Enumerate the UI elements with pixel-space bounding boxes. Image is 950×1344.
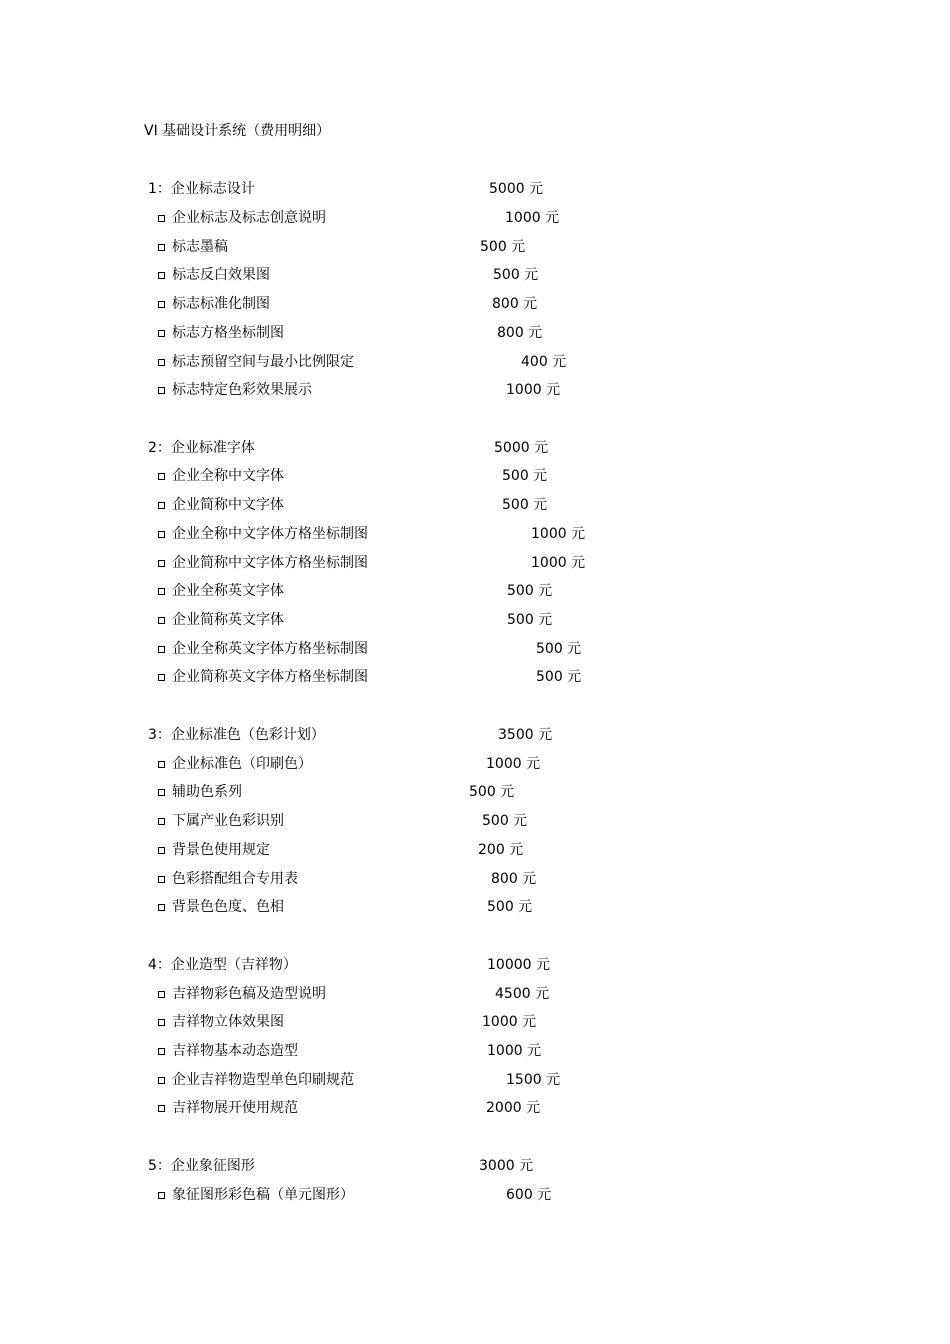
checkbox-square-icon [158, 272, 165, 279]
item-label: 吉祥物彩色稿及造型说明 [172, 986, 326, 1002]
item-label: 标志标准化制图 [172, 296, 270, 312]
section-heading-label: 5：企业象征图形 [148, 1158, 255, 1174]
checkbox-square-icon [158, 646, 165, 653]
item-price: 500 元 [507, 612, 553, 628]
section-price: 5000 元 [489, 181, 544, 197]
checkbox-square-icon [158, 1077, 165, 1084]
item-price: 500 元 [487, 899, 533, 915]
checkbox-square-icon [158, 876, 165, 883]
item-price: 1000 元 [531, 526, 586, 542]
checkbox-square-icon [158, 301, 165, 308]
section-price: 5000 元 [494, 440, 549, 456]
checkbox-square-icon [158, 1048, 165, 1055]
item-price: 500 元 [480, 239, 526, 255]
checkbox-square-icon [158, 502, 165, 509]
item-price: 400 元 [521, 354, 567, 370]
checkbox-square-icon [158, 244, 165, 251]
section-price: 10000 元 [487, 957, 550, 973]
item-price: 4500 元 [495, 986, 550, 1002]
item-label: 标志特定色彩效果展示 [172, 382, 312, 398]
item-price: 1000 元 [482, 1014, 537, 1030]
item-label: 标志方格坐标制图 [172, 325, 284, 341]
item-label: 企业标准色（印刷色） [172, 756, 312, 772]
item-label: 企业简称英文字体 [172, 612, 284, 628]
item-label: 企业简称中文字体方格坐标制图 [172, 555, 368, 571]
item-label: 企业简称英文字体方格坐标制图 [172, 669, 368, 685]
item-price: 500 元 [502, 497, 548, 513]
section-price: 3000 元 [479, 1158, 534, 1174]
item-price: 500 元 [507, 583, 553, 599]
item-label: 企业全称中文字体方格坐标制图 [172, 526, 368, 542]
checkbox-square-icon [158, 531, 165, 538]
item-price: 1000 元 [486, 756, 541, 772]
item-label: 企业全称中文字体 [172, 468, 284, 484]
item-label: 吉祥物基本动态造型 [172, 1043, 298, 1059]
item-label: 辅助色系列 [172, 784, 242, 800]
item-price: 800 元 [497, 325, 543, 341]
section-heading-label: 1：企业标志设计 [148, 181, 255, 197]
checkbox-square-icon [158, 761, 165, 768]
item-price: 800 元 [492, 296, 538, 312]
item-price: 2000 元 [486, 1100, 541, 1116]
section-price: 3500 元 [498, 727, 553, 743]
checkbox-square-icon [158, 1019, 165, 1026]
item-label: 象征图形彩色稿（单元图形） [172, 1187, 354, 1203]
item-price: 1000 元 [506, 382, 561, 398]
checkbox-square-icon [158, 847, 165, 854]
item-price: 600 元 [506, 1187, 552, 1203]
item-price: 500 元 [493, 267, 539, 283]
item-price: 800 元 [491, 871, 537, 887]
checkbox-square-icon [158, 473, 165, 480]
item-label: 吉祥物立体效果图 [172, 1014, 284, 1030]
item-price: 1000 元 [505, 210, 560, 226]
section-heading-label: 3：企业标准色（色彩计划） [148, 727, 325, 743]
checkbox-square-icon [158, 617, 165, 624]
item-label: 标志预留空间与最小比例限定 [172, 354, 354, 370]
checkbox-square-icon [158, 674, 165, 681]
item-label: 背景色色度、色相 [172, 899, 284, 915]
document-title: VI 基础设计系统（费用明细） [144, 123, 331, 139]
checkbox-square-icon [158, 330, 165, 337]
item-price: 1500 元 [506, 1072, 561, 1088]
item-label: 色彩搭配组合专用表 [172, 871, 298, 887]
section-heading-label: 2：企业标准字体 [148, 440, 255, 456]
item-price: 500 元 [536, 641, 582, 657]
item-label: 企业吉祥物造型单色印刷规范 [172, 1072, 354, 1088]
item-label: 背景色使用规定 [172, 842, 270, 858]
checkbox-square-icon [158, 215, 165, 222]
item-label: 企业标志及标志创意说明 [172, 210, 326, 226]
item-price: 1000 元 [487, 1043, 542, 1059]
checkbox-square-icon [158, 789, 165, 796]
item-price: 500 元 [469, 784, 515, 800]
item-price: 500 元 [502, 468, 548, 484]
item-label: 企业全称英文字体方格坐标制图 [172, 641, 368, 657]
item-price: 500 元 [482, 813, 528, 829]
item-label: 企业简称中文字体 [172, 497, 284, 513]
item-price: 1000 元 [531, 555, 586, 571]
checkbox-square-icon [158, 991, 165, 998]
checkbox-square-icon [158, 560, 165, 567]
item-label: 吉祥物展开使用规范 [172, 1100, 298, 1116]
checkbox-square-icon [158, 818, 165, 825]
section-heading-label: 4：企业造型（吉祥物） [148, 957, 297, 973]
item-price: 500 元 [536, 669, 582, 685]
item-price: 200 元 [478, 842, 524, 858]
checkbox-square-icon [158, 387, 165, 394]
item-label: 下属产业色彩识别 [172, 813, 284, 829]
checkbox-square-icon [158, 359, 165, 366]
checkbox-square-icon [158, 1105, 165, 1112]
checkbox-square-icon [158, 904, 165, 911]
item-label: 标志反白效果图 [172, 267, 270, 283]
item-label: 标志墨稿 [172, 239, 228, 255]
item-label: 企业全称英文字体 [172, 583, 284, 599]
checkbox-square-icon [158, 1192, 165, 1199]
checkbox-square-icon [158, 588, 165, 595]
